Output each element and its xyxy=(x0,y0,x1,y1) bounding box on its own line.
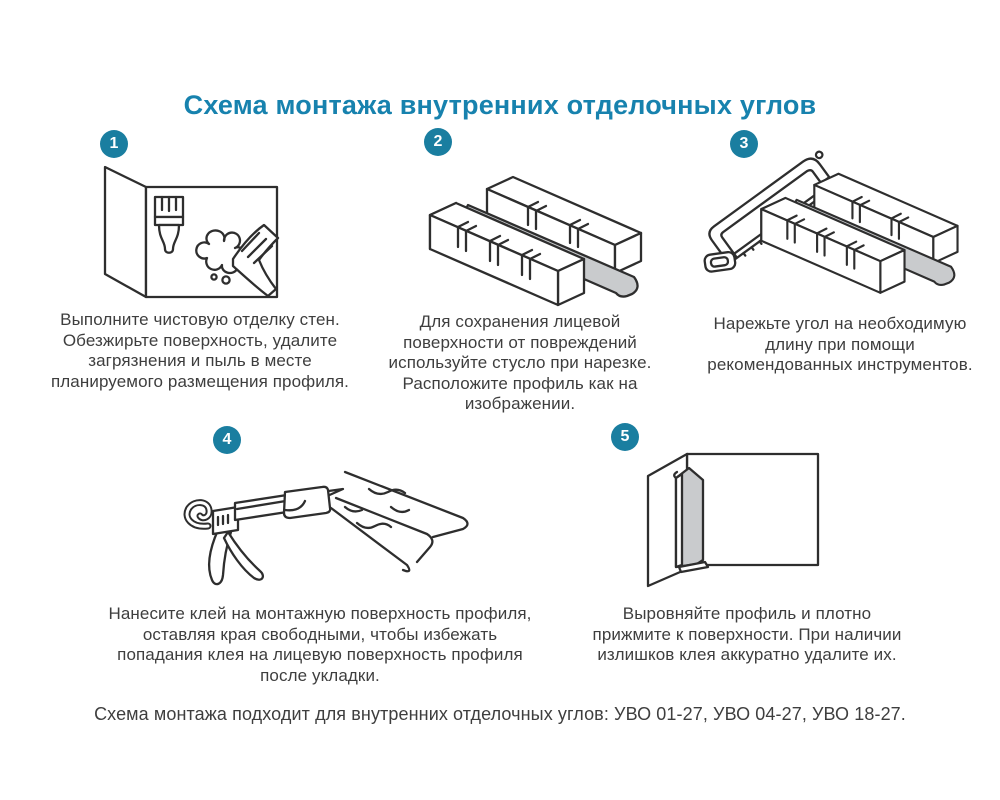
step-3-number: 3 xyxy=(739,135,749,152)
step-2-number: 2 xyxy=(433,133,443,150)
step-3-text: Нарежьте угол на необходимую длину при помощи рекомендованных инструментов. xyxy=(707,314,973,375)
step-4-number: 4 xyxy=(222,431,232,448)
caulk-gun-icon xyxy=(187,487,343,584)
step-5-number: 5 xyxy=(620,428,630,445)
step-1-number: 1 xyxy=(109,135,119,152)
corner-profile-icon xyxy=(674,468,708,572)
step-5-text: Выровняйте профиль и плотно прижмите к поверхности. При наличии излишков клея аккуратно удалите их. xyxy=(592,604,902,665)
hacksaw-miter-box-illustration xyxy=(700,135,990,308)
wall-cleaning-illustration xyxy=(95,165,300,305)
caulk-gun-illustration xyxy=(150,448,500,603)
step-2-text: Для сохранения лицевой поверхности от повреждений используйте стусло при нарезке. Расположите профиль как на изображении. xyxy=(388,312,652,414)
step-1-badge xyxy=(100,130,128,158)
step-5-badge xyxy=(611,423,639,451)
miter-box-icon xyxy=(430,177,641,305)
miter-box-icon xyxy=(761,174,957,293)
step-1-text: Выполните чистовую отделку стен. Обезжирьте поверхность, удалите загрязнения и пыль в месте планируемого размещения профиля. xyxy=(50,310,349,391)
footer-note: Схема монтажа подходит для внутренних отделочных углов: УВО 01-27, УВО 04-27, УВО 18-27. xyxy=(94,704,906,724)
step-4-text: Нанесите клей на монтажную поверхность профиля, оставляя края свободными, чтобы избежать попадания клея на лицевую поверхность профиля после укладки. xyxy=(108,604,532,685)
page-title: Схема монтажа внутренних отделочных углов xyxy=(183,90,817,121)
miter-box-illustration xyxy=(420,145,660,310)
glued-profile-icon xyxy=(331,472,468,571)
corner-profile-illustration xyxy=(635,448,885,598)
